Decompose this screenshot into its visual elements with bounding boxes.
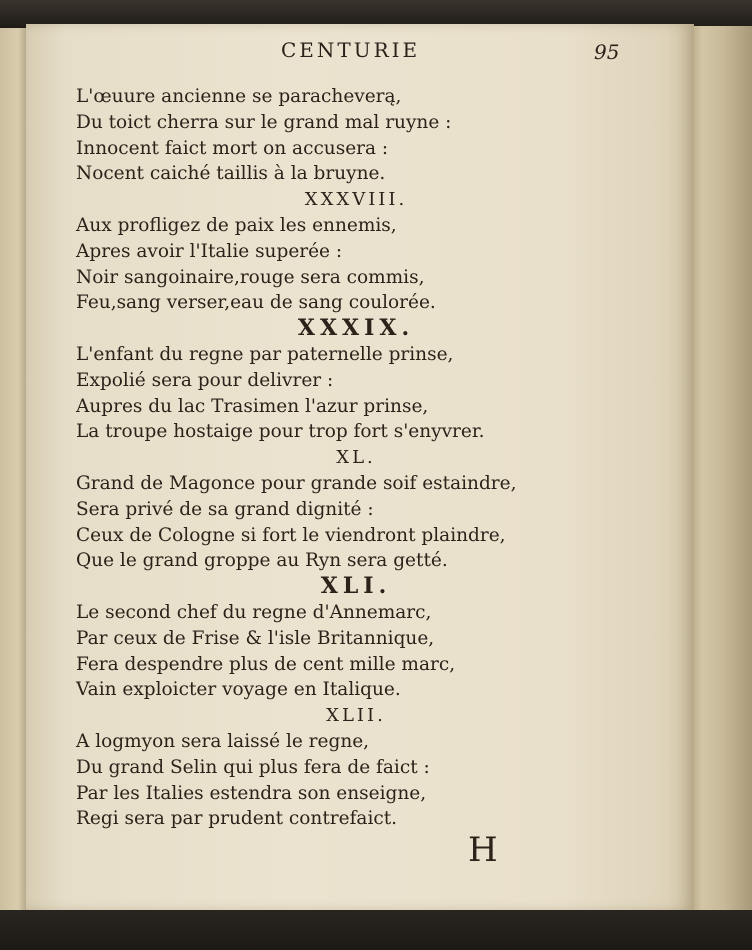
verse-line: Grand de Magonce pour grande soif estaindre,	[76, 472, 517, 494]
right-page-edge	[690, 26, 752, 910]
verse-line: L'enfant du regne par paternelle prinse,	[76, 343, 454, 365]
verse-line: L'œuure ancienne se paracheverą,	[76, 86, 402, 107]
running-title: CENTURIE	[281, 38, 421, 62]
stanza-number: XXXIX.	[297, 315, 415, 342]
stanza-number: XLII.	[326, 705, 386, 727]
verse-text	[76, 84, 676, 832]
verse-line: Par ceux de Frise & l'isle Britannique,	[76, 627, 435, 649]
signature-mark: H	[468, 830, 498, 870]
verse-line: Fera despendre plus de cent mille marc,	[76, 653, 456, 675]
verse-line: Par les Italies estendra son enseigne,	[76, 782, 427, 804]
verse-line: Vain exploicter voyage en Italique.	[76, 679, 401, 701]
verse-line: Regi sera par prudent contrefaict.	[76, 808, 398, 830]
verse-line: Ceux de Cologne si fort le viendront plaindre,	[76, 524, 506, 546]
verse-line: Expolié sera pour delivrer :	[76, 369, 334, 391]
book-page	[26, 24, 694, 910]
page-number: 95	[594, 40, 620, 64]
stanza-number: XLI.	[320, 573, 392, 600]
stanza-number: XXXVIII.	[304, 189, 408, 211]
verse-line: Nocent caiché taillis à la bruyne.	[76, 163, 386, 185]
verse-line: Innocent faict mort on accusera :	[76, 137, 389, 159]
verse-line: Sera privé de sa grand dignité :	[76, 498, 374, 520]
stanza-number: XL.	[336, 447, 376, 469]
verse-line: La troupe hostaige pour trop fort s'enyvrer.	[76, 421, 485, 443]
verse-line: A logmyon sera laissé le regne,	[76, 730, 370, 752]
verse-line: Aupres du lac Trasimen l'azur prinse,	[76, 395, 429, 417]
verse-line: Du toict cherra sur le grand mal ruyne :	[76, 111, 452, 133]
verse-line: Que le grand groppe au Ryn sera getté.	[76, 550, 448, 572]
verse-line: Noir sangoinaire,rouge sera commis,	[76, 266, 425, 288]
verse-line: Le second chef du regne d'Annemarc,	[76, 601, 432, 623]
page-header	[26, 28, 694, 68]
verse-line: Du grand Selin qui plus fera de faict :	[76, 756, 430, 778]
verse-line: Feu,sang verser,eau de sang coulorée.	[76, 292, 436, 314]
verse-line: Apres avoir l'Italie superée :	[76, 240, 343, 262]
verse-line: Aux profligez de paix les ennemis,	[76, 214, 397, 236]
